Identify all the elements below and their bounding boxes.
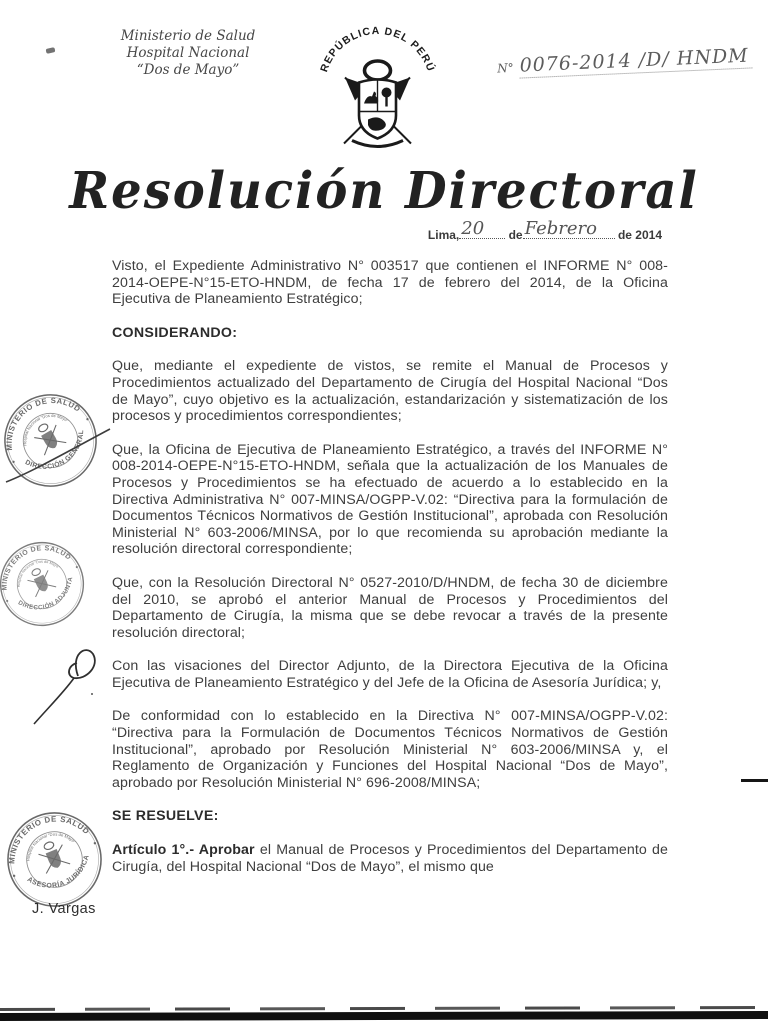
stamp2-arc-top: MINISTERIO DE SALUD	[1, 545, 73, 591]
dateline-year: de 2014	[617, 228, 662, 242]
paragraph-conformidad: De conformidad con lo establecido en la Directiva N° 007-MINSA/OGPP-V.02: “Directiva para la Formulación de Documentos Técnicos Normativos de Gestión Institucional”, aprobado por Resolución Ministerial N° 603-2006/MINSA y, el Reglamento de Organización y Funciones del Hospital Nacional “Dos de Mayo”, aprobado por Resolución Ministerial N° 696-2008/MINSA;	[112, 708, 668, 791]
dateline	[427, 218, 662, 242]
stamp1-arc-bottom: DIRECCIÓN GENERAL	[23, 429, 86, 471]
stamp3-arc-top: MINISTERIO DE SALUD	[7, 814, 92, 865]
emblem-arc-text: REPÚBLICA DEL PERÚ	[318, 24, 437, 74]
stamp1-arc-top: MINISTERIO DE SALUD	[4, 396, 83, 451]
round-stamp-direccion-adjunta	[0, 525, 101, 643]
signature-flourish	[22, 642, 100, 726]
emblem-shield	[359, 80, 396, 139]
scan-edge-band	[0, 1011, 768, 1021]
dateline-de: de	[508, 228, 523, 242]
paragraph-considerando-2: Que, la Oficina de Ejecutiva de Planeamiento Estratégico, a través del INFORME N° 008-2014-OEPE-N°15-ETO-HNDM, señala que la actualización de los Manuales de Procesos y Procedimientos se ha efectuado de acuerdo a lo establecido en la Directiva Administrativa N° 007-MINSA/OGPP-V.02: “Directiva para la formulación de Documentos Técnicos Normativos de Gestión Institucional”, aprobada con Resolución Ministerial N° 603-2006/MINSA, por lo que recomienda su aprobación mediante la resolución directoral correspondiente;	[112, 441, 668, 558]
pen-stroke-through-stamp	[4, 424, 112, 486]
resolution-number-handwritten	[497, 44, 752, 77]
heading-considerando: CONSIDERANDO:	[112, 324, 238, 341]
paragraph-considerando-1: Que, mediante el expediente de vistos, se remite el Manual de Procesos y Procedimientos actualizado del Departamento de Cirugía del Hospital Nacional “Dos de Mayo”, cuyo objetivo es la actualización, estandarización y sistematización de los procesos y procedimientos correspondientes;	[112, 358, 668, 425]
articulo-1-rest: el Manual de Procesos y Procedimientos del Departamento de Cirugía, del Hospital Nacional “Dos de Mayo”, el mismo que	[112, 842, 668, 875]
dateline-city: Lima,	[427, 228, 460, 242]
emblem-ribbon	[352, 141, 403, 147]
page-title: Resolución Directoral	[69, 161, 699, 221]
scan-edge-dashes	[0, 1006, 768, 1011]
signer-name: J. Vargas	[32, 901, 96, 917]
coat-of-arms-peru-icon	[310, 22, 445, 160]
letterhead-hospital-name: “Dos de Mayo”	[136, 62, 240, 78]
paragraph-visto: Visto, el Expediente Administrativo N° 003517 que contienen el INFORME N° 008-2014-OEPE-N°15-ETO-HNDM, de fecha 17 de febrero del 2014, de la Oficina Ejecutiva de Planeamiento Estratégico;	[112, 258, 668, 308]
letterhead-hospital: Hospital Nacional	[126, 45, 250, 61]
stamp3-arc-bottom: ASESORÍA JURÍDICA	[25, 854, 91, 890]
body-text	[112, 258, 668, 892]
letterhead-ministry: Ministerio de Salud	[120, 28, 256, 44]
scan-artifact-speck	[46, 47, 56, 54]
dateline-month-handwritten: Febrero	[524, 218, 597, 239]
dateline-day-handwritten: 20	[461, 218, 485, 239]
right-margin-mark	[741, 779, 768, 782]
svg-text:REPÚBLICA DEL PERÚ	[318, 25, 437, 74]
heading-se-resuelve: SE RESUELVE:	[112, 808, 219, 825]
resolution-number-prefix: N°	[496, 60, 514, 76]
paragraph-visaciones: Con las visaciones del Director Adjunto, de la Directora Ejecutiva de la Oficina Ejecutiva de Planeamiento Estratégico y del Jefe de la Oficina de Asesoría Jurídica; y,	[112, 658, 668, 691]
articulo-1-lead: Artículo 1°.- Aprobar	[112, 842, 255, 859]
paragraph-articulo-1	[112, 842, 668, 875]
emblem-crown-ring	[365, 61, 391, 80]
resolution-number-value: 0076-2014 /D/ HNDM	[518, 44, 752, 78]
svg-text:DIRECCIÓN ADJUNTA	[15, 574, 82, 622]
stamp2-arc-inner: Hospital Nacional “Dos de Mayo”	[16, 559, 61, 588]
paragraph-considerando-3: Que, con la Resolución Directoral N° 0527-2010/D/HNDM, de fecha 30 de diciembre del 2010, se aprobó el anterior Manual de Procesos y Procedimientos del Departamento de Cirugía, la misma que se debe revocar a través de la presente resolución directoral;	[112, 574, 668, 641]
letterhead	[118, 28, 258, 79]
stamp2-arc-bottom: DIRECCIÓN ADJUNTA	[16, 576, 75, 612]
stamp3-arc-inner: Hospital Nacional “Dos de Mayo”	[25, 831, 77, 862]
stamp1-arc-inner: Hospital Nacional “Dos de Mayo”	[22, 412, 70, 447]
